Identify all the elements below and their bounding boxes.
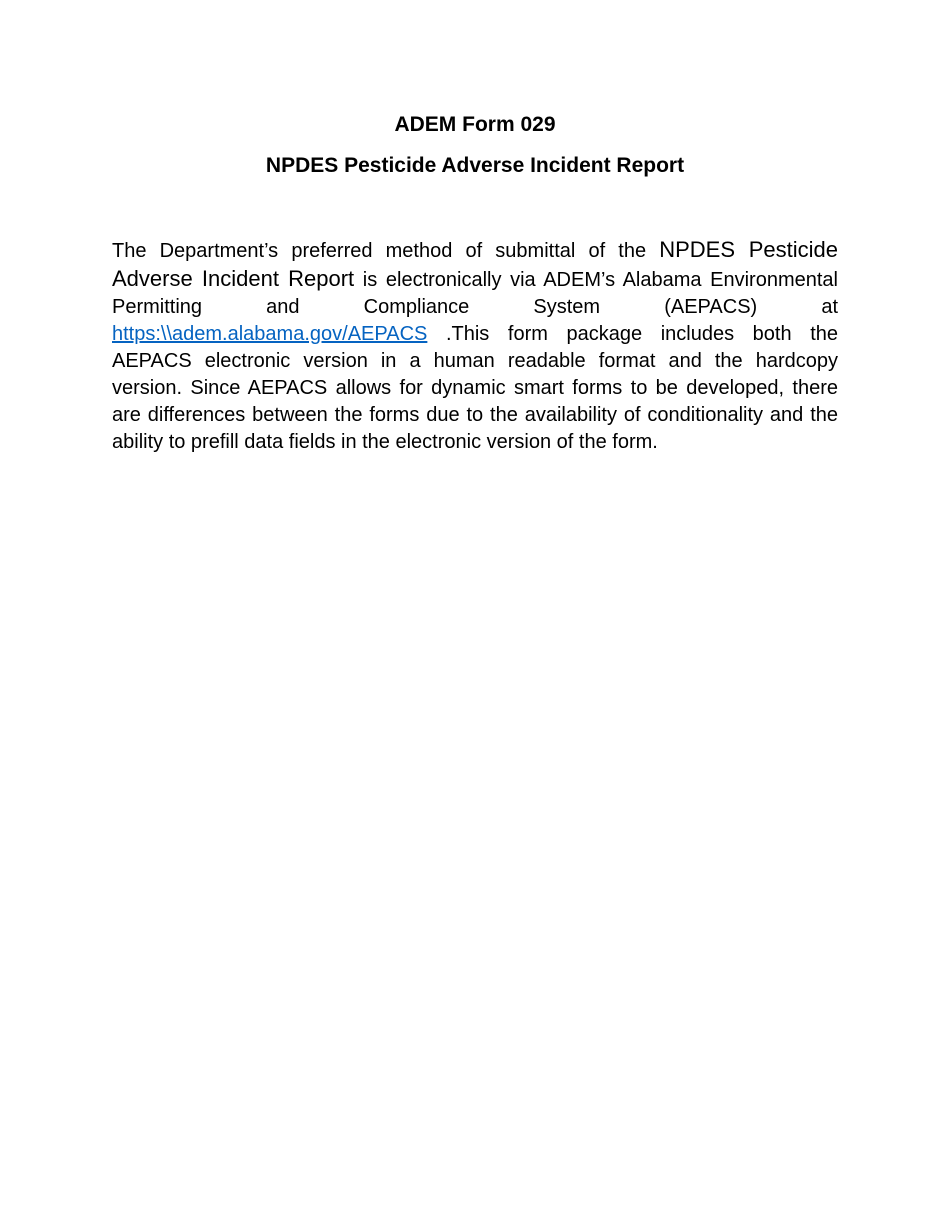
intro-paragraph xyxy=(112,236,838,456)
report-title: NPDES Pesticide Adverse Incident Report xyxy=(265,154,685,177)
paragraph-text-part2: is electronically via ADEM’s Alabama Environmental Permitting and Compliance System (AEPACS) at xyxy=(112,269,838,318)
paragraph-text-part1: The Department’s preferred method of submittal of the xyxy=(112,240,660,262)
paragraph-report-name: NPDES Pesticide Adverse Incident Report xyxy=(112,237,838,291)
paragraph-text-part3: .This form package includes both the AEPACS electronic version in a human readable format and the hardcopy version. Since AEPACS allows for dynamic smart forms to be developed, there are differences between the forms due to the availability of conditionality and the ability to prefill data fields in the electronic version of the form. xyxy=(112,323,838,453)
aepacs-link[interactable]: https:\\adem.alabama.gov/AEPACS xyxy=(112,323,428,345)
form-title: ADEM Form 029 xyxy=(394,113,556,136)
